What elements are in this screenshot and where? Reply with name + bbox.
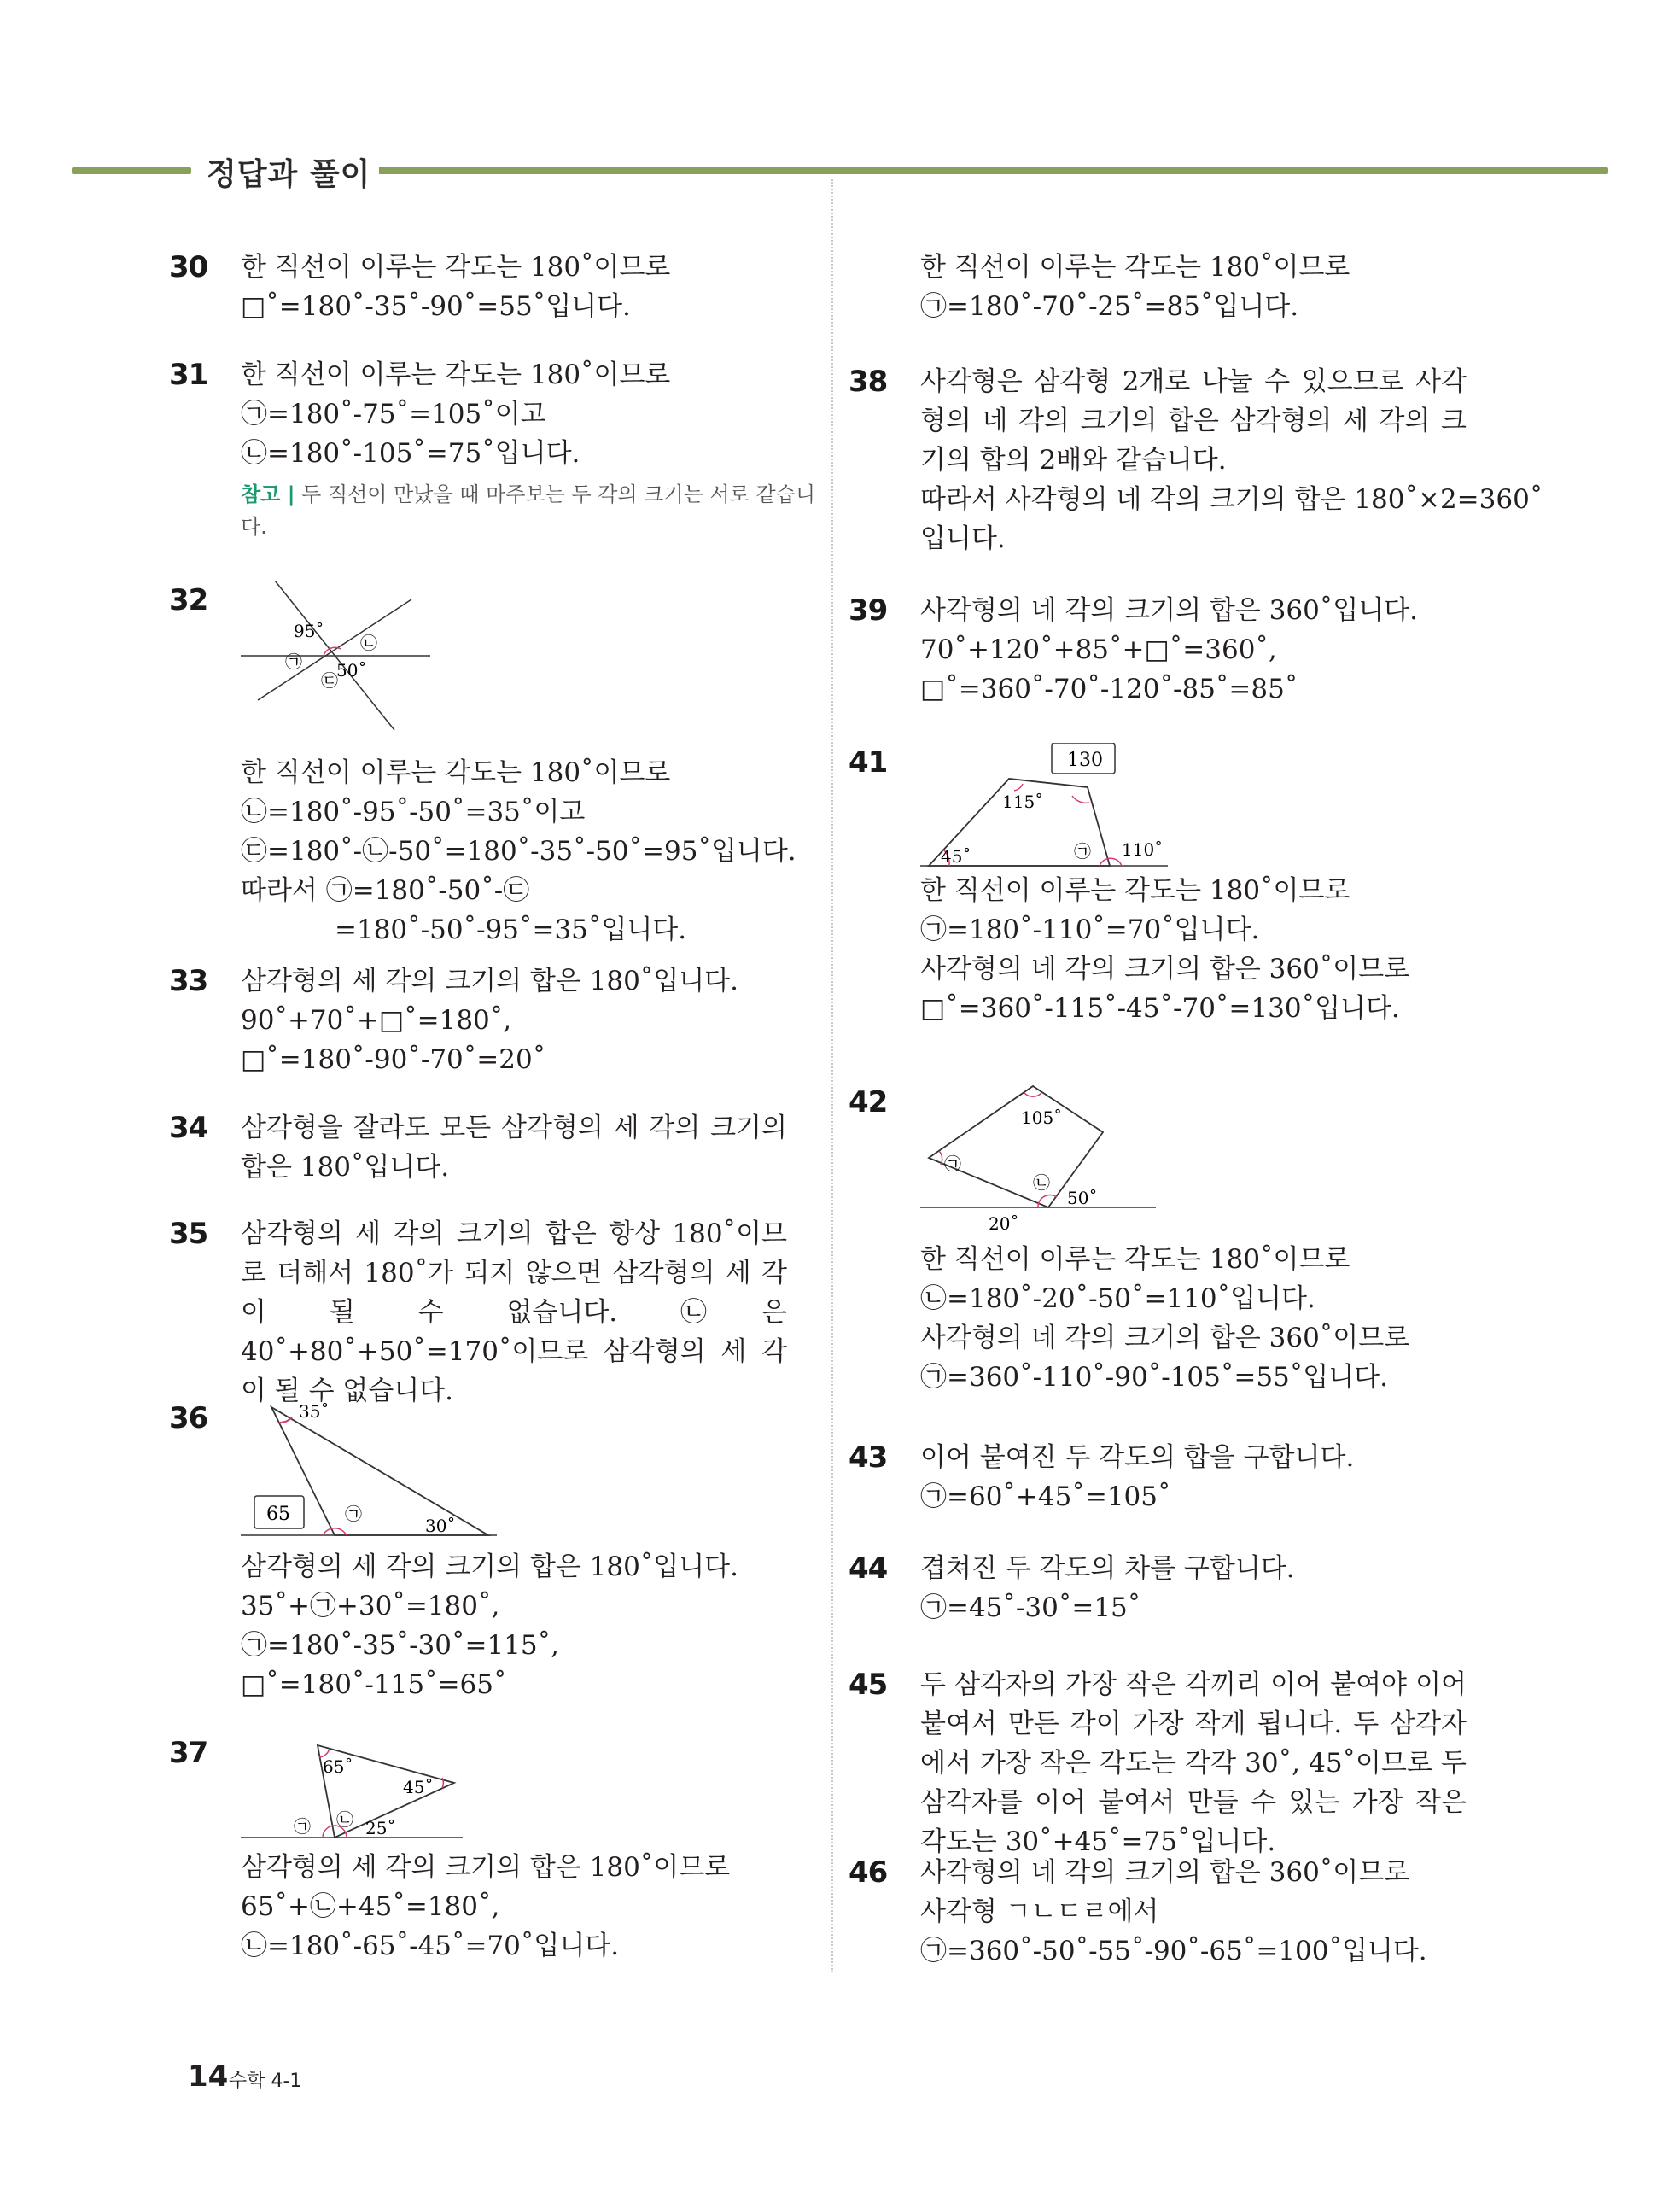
text-line: ㉡=180˚-95˚-50˚=35˚이고 — [241, 797, 586, 827]
angle-marker: ㉠ — [345, 1504, 362, 1524]
text-line: 65˚+㉡+45˚=180˚, — [241, 1891, 500, 1922]
problem-number: 45 — [849, 1668, 888, 1702]
text-line: ㉠=180˚-70˚-25˚=85˚입니다. — [920, 291, 1299, 322]
text-line: ㉠=360˚-110˚-90˚-105˚=55˚입니다. — [920, 1362, 1388, 1393]
problem-37 — [169, 1733, 821, 1966]
problem-35 — [169, 1214, 787, 1411]
header-rule-right — [350, 167, 1608, 174]
answer-box: 65 — [266, 1504, 290, 1525]
problem-36 — [169, 1399, 821, 1704]
angle-marker: ㉠ — [1074, 841, 1091, 862]
figure-32 — [241, 581, 454, 743]
text-line: 이어 붙여진 두 각도의 합을 구합니다. — [920, 1442, 1355, 1473]
text-line: 사각형의 네 각의 크기의 합은 360˚이므로 — [920, 1857, 1410, 1888]
problem-number: 32 — [169, 583, 208, 617]
problem-46 — [849, 1853, 1501, 1971]
angle-marker: ㉡ — [360, 633, 377, 653]
text-line: ㉡=180˚-20˚-50˚=110˚입니다. — [920, 1283, 1315, 1314]
text-line: □˚=180˚-90˚-70˚=20˚ — [241, 1044, 546, 1075]
angle-label: 45˚ — [941, 846, 971, 867]
angle-label: 45˚ — [403, 1777, 434, 1797]
text-line: ㉠=60˚+45˚=105˚ — [920, 1481, 1171, 1512]
angle-label: 105˚ — [1021, 1107, 1063, 1128]
angle-label: 95˚ — [294, 621, 324, 641]
problem-44 — [849, 1549, 1501, 1627]
text-line: 35˚+㉠+30˚=180˚, — [241, 1591, 500, 1621]
problem-number: 41 — [849, 745, 888, 780]
text-line: =180˚-50˚-95˚=35˚입니다. — [335, 914, 687, 945]
angle-label: 20˚ — [989, 1213, 1019, 1234]
text-line: ㉠=180˚-110˚=70˚입니다. — [920, 914, 1260, 945]
text-line: 90˚+70˚+□˚=180˚, — [241, 1005, 512, 1036]
problem-45 — [849, 1665, 1467, 1861]
angle-marker: ㉡ — [1033, 1172, 1050, 1193]
text-line: ㉠=180˚-35˚-30˚=115˚, — [241, 1630, 559, 1661]
problem-number: 38 — [849, 365, 888, 399]
problem-number: 30 — [169, 250, 208, 284]
text-line: ㉠=45˚-30˚=15˚ — [920, 1592, 1141, 1623]
angle-label: 25˚ — [365, 1818, 396, 1838]
angle-label: 30˚ — [425, 1516, 456, 1536]
angle-marker: ㉢ — [321, 670, 338, 691]
text-line: 사각형의 네 각의 크기의 합은 360˚이므로 — [920, 954, 1410, 984]
problem-number: 37 — [169, 1736, 208, 1770]
problem-42 — [849, 1083, 1501, 1397]
reference-note — [241, 478, 821, 543]
angle-label: 110˚ — [1122, 839, 1164, 860]
problem-number: 44 — [849, 1551, 888, 1586]
text-line: 한 직선이 이루는 각도는 180˚이므로 — [241, 757, 671, 788]
text-line: 사각형의 네 각의 크기의 합은 360˚이므로 — [920, 1323, 1410, 1353]
text-line: 따라서 사각형의 네 각의 크기의 합은 180˚×2=360˚ — [920, 484, 1543, 515]
problem-number: 31 — [169, 358, 208, 392]
problem-31 — [169, 355, 821, 543]
problem-number: 33 — [169, 964, 208, 998]
text-line: 한 직선이 이루는 각도는 180˚이므로 — [920, 1244, 1350, 1275]
angle-marker: ㉠ — [294, 1816, 311, 1837]
text-line: 사각형의 네 각의 크기의 합은 360˚입니다. — [920, 595, 1418, 626]
text-line: ㉠=360˚-50˚-55˚-90˚-65˚=100˚입니다. — [920, 1936, 1427, 1966]
text-line: ㉢=180˚-㉡-50˚=180˚-35˚-50˚=95˚입니다. — [241, 836, 796, 867]
problem-43 — [849, 1438, 1501, 1516]
page-title: 정답과 풀이 — [198, 150, 379, 194]
text-line: 70˚+120˚+85˚+□˚=360˚, — [920, 634, 1277, 665]
problem-34 — [169, 1108, 787, 1187]
problem-number: 36 — [169, 1401, 208, 1435]
text-line: 한 직선이 이루는 각도는 180˚이므로 — [241, 252, 671, 283]
text-line: 입니다. — [920, 523, 1006, 554]
text-line: 사각형 ㄱㄴㄷㄹ에서 — [920, 1896, 1159, 1927]
problem-number: 46 — [849, 1855, 888, 1890]
problem-30 — [169, 248, 821, 326]
text-paragraph: 삼각형의 세 각의 크기의 합은 항상 180˚이므로 더해서 180˚가 되지 않으면 삼각형의 세 각이 될 수 없습니다. ㉡은 40˚+80˚+50˚=170˚이므로 삼각형의 세 각이 될 수 없습니다. — [241, 1218, 787, 1406]
problem-number: 39 — [849, 593, 888, 628]
text-line: □˚=180˚-115˚=65˚ — [241, 1669, 507, 1700]
problem-number: 43 — [849, 1440, 888, 1475]
problem-number: 35 — [169, 1217, 208, 1251]
problem-number: 42 — [849, 1085, 888, 1119]
text-line: ㉡=180˚-105˚=75˚입니다. — [241, 438, 580, 469]
angle-marker: ㉠ — [285, 651, 302, 672]
text-line: 한 직선이 이루는 각도는 180˚이므로 — [920, 875, 1350, 906]
problem-39 — [849, 591, 1501, 709]
figure-41 — [920, 743, 1176, 869]
angle-marker: ㉠ — [944, 1154, 961, 1174]
problem-38 — [849, 362, 1543, 558]
text-line: 따라서 ㉠=180˚-50˚-㉢ — [241, 875, 530, 906]
book-label: 수학 4-1 — [229, 2071, 302, 2092]
column-divider — [831, 179, 833, 1972]
problem-41 — [849, 743, 1501, 1028]
angle-marker: ㉡ — [336, 1809, 353, 1830]
text-line: 삼각형의 세 각의 크기의 합은 180˚입니다. — [241, 966, 738, 996]
text-line: ㉡=180˚-65˚-45˚=70˚입니다. — [241, 1931, 620, 1961]
answer-box: 130 — [1067, 750, 1103, 771]
figure-36 — [241, 1399, 514, 1544]
page-number: 14 — [188, 2060, 229, 2094]
figure-42 — [920, 1083, 1176, 1236]
problem-number: 34 — [169, 1111, 208, 1145]
angle-label: 115˚ — [1002, 792, 1044, 812]
text-paragraph: 사각형은 삼각형 2개로 나눌 수 있으므로 사각형의 네 각의 크기의 합은 삼각형의 세 각의 크기의 합의 2배와 같습니다. — [920, 366, 1467, 476]
note-tag: 참고 | — [241, 482, 295, 506]
text-line: 한 직선이 이루는 각도는 180˚이므로 — [920, 252, 1350, 283]
text-line: □˚=360˚-70˚-120˚-85˚=85˚ — [920, 674, 1298, 704]
figure-37 — [241, 1733, 480, 1844]
text-paragraph: 두 삼각자의 가장 작은 각끼리 이어 붙여야 이어 붙여서 만든 각이 가장 작게 됩니다. 두 삼각자에서 가장 작은 각도는 각각 30˚, 45˚이므로 두 삼각자를 이어 붙여서 만들 수 있는 가장 작은 각도는 30˚+45˚=75˚입니다. — [920, 1669, 1467, 1857]
problem-33 — [169, 961, 821, 1079]
problem-32 — [169, 581, 821, 949]
angle-label: 35˚ — [299, 1401, 330, 1422]
text-line: 삼각형의 세 각의 크기의 합은 180˚이므로 — [241, 1852, 731, 1883]
text-paragraph: 삼각형을 잘라도 모든 삼각형의 세 각의 크기의 합은 180˚입니다. — [241, 1113, 787, 1183]
text-line: 겹쳐진 두 각도의 차를 구합니다. — [920, 1553, 1295, 1584]
header-rule-left — [72, 167, 191, 174]
text-line: □˚=360˚-115˚-45˚-70˚=130˚입니다. — [920, 993, 1400, 1024]
text-line: □˚=180˚-35˚-90˚=55˚입니다. — [241, 291, 631, 322]
text-line: 한 직선이 이루는 각도는 180˚이므로 — [241, 359, 671, 390]
problem-37-continued — [920, 248, 1501, 326]
text-line: 삼각형의 세 각의 크기의 합은 180˚입니다. — [241, 1551, 738, 1582]
text-line: ㉠=180˚-75˚=105˚이고 — [241, 399, 546, 429]
angle-label: 65˚ — [323, 1756, 353, 1777]
angle-label: 50˚ — [1067, 1188, 1098, 1208]
note-text: 두 직선이 만났을 때 마주보는 두 각의 크기는 서로 같습니다. — [241, 482, 816, 539]
angle-label: 50˚ — [336, 660, 367, 681]
